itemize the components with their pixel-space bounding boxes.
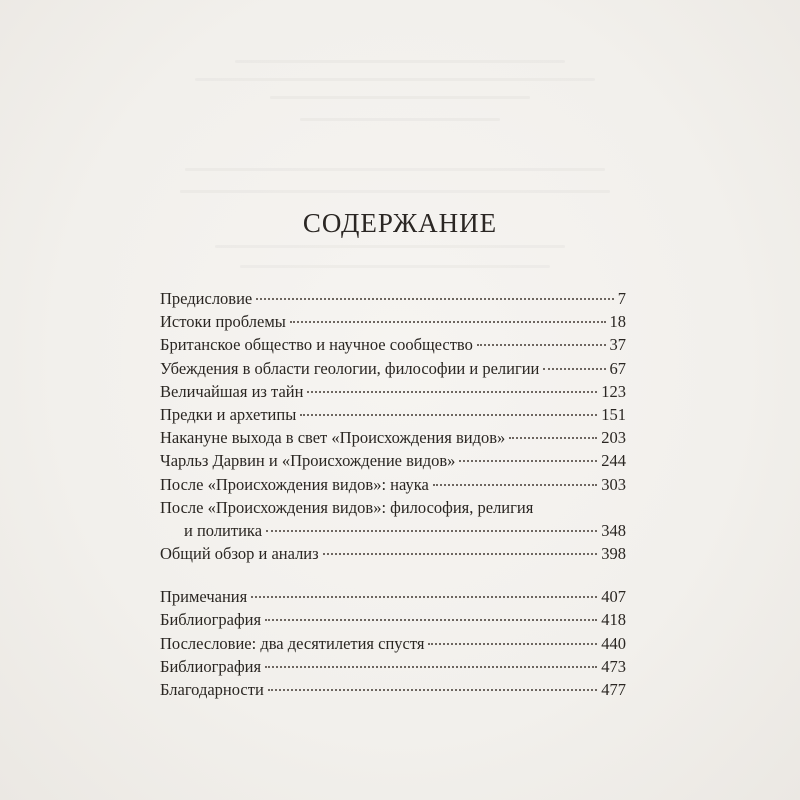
toc-entry-title: Накануне выхода в свет «Происхождения видов» bbox=[160, 428, 506, 448]
page-title: СОДЕРЖАНИЕ bbox=[302, 208, 498, 238]
toc-page-number: 37 bbox=[609, 335, 626, 355]
toc-page-number: 244 bbox=[601, 451, 626, 471]
dot-leader bbox=[290, 321, 606, 323]
dot-leader bbox=[256, 298, 614, 300]
toc-page-number: 440 bbox=[601, 633, 626, 653]
toc-entry-title: Благодарности bbox=[160, 680, 264, 699]
toc-entry-title: Британское общество и научное сообщество bbox=[160, 335, 473, 355]
toc-entry bbox=[160, 678, 626, 701]
toc-entry bbox=[160, 287, 626, 310]
toc-entry bbox=[160, 333, 626, 356]
toc-entry-title: Чарльз Дарвин и «Происхождение видов» bbox=[160, 451, 456, 471]
toc-entry bbox=[160, 655, 626, 678]
toc-entry-title: После «Происхождения видов»: философия, религия bbox=[160, 497, 534, 517]
toc-entry bbox=[160, 426, 626, 449]
toc-page-number: 398 bbox=[601, 544, 626, 564]
toc-entry-title: Истоки проблемы bbox=[160, 312, 286, 332]
toc-entry bbox=[160, 403, 626, 426]
show-through bbox=[235, 60, 565, 63]
toc-page-number: 303 bbox=[601, 474, 626, 494]
show-through bbox=[180, 190, 610, 193]
toc-entry-title: Библиография bbox=[160, 610, 262, 630]
toc-page-number: 123 bbox=[601, 381, 626, 401]
toc-entry-continuation bbox=[160, 519, 626, 542]
dot-leader bbox=[509, 437, 597, 439]
toc-page-number: 407 bbox=[601, 587, 626, 607]
toc-entry bbox=[160, 542, 626, 565]
toc-entry-title: Общий обзор и анализ bbox=[160, 544, 319, 564]
dot-leader bbox=[268, 689, 597, 691]
dot-leader bbox=[477, 344, 606, 346]
toc-entry bbox=[160, 496, 626, 519]
dot-leader bbox=[265, 666, 597, 668]
dot-leader bbox=[433, 484, 597, 486]
toc-entry-title: Послесловие: два десятилетия спустя bbox=[160, 633, 425, 653]
toc-entry-title: Предки и архетипы bbox=[160, 404, 297, 424]
toc-entry-title: Убеждения в области геологии, философии и религии bbox=[160, 358, 540, 378]
show-through bbox=[300, 118, 500, 121]
dot-leader bbox=[459, 460, 597, 462]
toc-page-number: 67 bbox=[609, 358, 626, 378]
toc-page-number: 473 bbox=[601, 656, 626, 676]
section-gap bbox=[160, 565, 626, 585]
dot-leader bbox=[251, 596, 597, 598]
toc-entry-title: Примечания bbox=[160, 587, 248, 607]
dot-leader bbox=[266, 530, 597, 532]
toc-page-number: 151 bbox=[601, 404, 626, 424]
toc-page-number: 418 bbox=[601, 610, 626, 630]
toc-entry bbox=[160, 357, 626, 380]
toc-entry-title: Предисловие bbox=[160, 289, 253, 308]
show-through bbox=[185, 168, 605, 171]
toc-entry bbox=[160, 449, 626, 472]
dot-leader bbox=[543, 368, 605, 370]
show-through bbox=[215, 245, 565, 248]
toc-entry bbox=[160, 380, 626, 403]
dot-leader bbox=[265, 619, 597, 621]
show-through bbox=[270, 96, 530, 99]
toc-entry-title: После «Происхождения видов»: наука bbox=[160, 474, 429, 494]
dot-leader bbox=[307, 391, 597, 393]
toc-entry-title: Библиография bbox=[160, 656, 262, 676]
toc-entry bbox=[160, 585, 626, 608]
toc-page-number: 477 bbox=[601, 680, 626, 699]
toc-page-number: 7 bbox=[617, 289, 626, 308]
show-through bbox=[240, 265, 550, 268]
dot-leader bbox=[323, 553, 598, 555]
toc-page-number: 348 bbox=[601, 520, 626, 540]
dot-leader bbox=[428, 643, 597, 645]
toc-entry bbox=[160, 473, 626, 496]
table-of-contents bbox=[160, 287, 626, 701]
toc-page-number: 18 bbox=[609, 312, 626, 332]
show-through bbox=[195, 78, 595, 81]
toc-page-number: 203 bbox=[601, 428, 626, 448]
toc-entry-title: Величайшая из тайн bbox=[160, 381, 304, 401]
dot-leader bbox=[300, 414, 597, 416]
toc-entry-title: и политика bbox=[184, 520, 263, 540]
toc-entry bbox=[160, 632, 626, 655]
toc-entry bbox=[160, 608, 626, 631]
toc-entry bbox=[160, 310, 626, 333]
